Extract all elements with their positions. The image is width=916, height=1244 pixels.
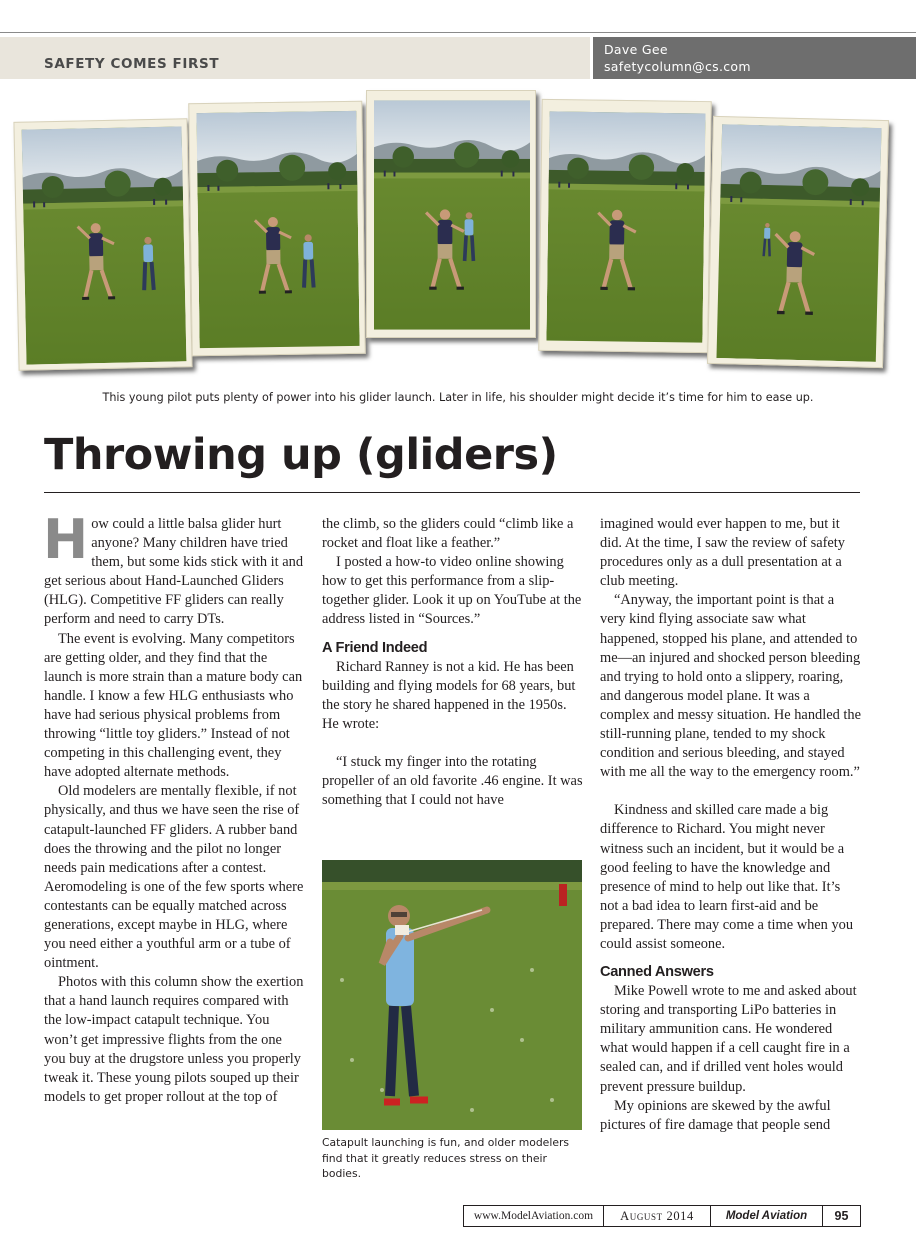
lead-text: ow could a little balsa glider hurt anyone? Many children have tried them, but some kids stick with it and get serious about Hand-Launched Gliders (HLG). Competitive FF gliders can really perform and need to carry DTs. [44, 516, 304, 628]
footer-date: August 2014 [604, 1206, 711, 1226]
photo-strip [0, 84, 916, 384]
body-paragraph: Photos with this column show the exertion that a hand launch requires compared with the low-impact catapult technique. You won’t get impressive flights from the one you buy at the drugstore unless you properly tweak it. These young pilots souped up their models to get proper rollout at the top of [44, 974, 304, 1105]
section-label: SAFETY COMES FIRST [44, 56, 220, 72]
paragraph-gap [600, 782, 862, 801]
quote-paragraph: “Anyway, the important point is that a very kind flying associate saw what happened, stopped his plane, and attended to me—an injured and shocked person bleeding and trying to hold onto a slippery, roaring, and dangerous model plane. It was a complex and messy situation. He handled the still-running plane, tended to my shock condition and serious bleeding, and stayed with me all the way to the emergency room.” [600, 592, 861, 781]
body-paragraph: Mike Powell wrote to me and asked about storing and transporting LiPo batteries in military ammunition cans. He wondered what would happen if a cell caught fire in a sealed can, and if drilled vent holes would prevent pressure buildup. [600, 983, 857, 1095]
article-column-1 [43, 508, 306, 1107]
article-title: Throwing up (gliders) [44, 430, 558, 480]
footer-magazine: Model Aviation [711, 1206, 823, 1226]
top-rule [0, 32, 916, 33]
article-column-2 [322, 515, 584, 810]
photo-strip-caption: This young pilot puts plenty of power into his glider launch. Later in life, his shoulder might decide it’s time for him to ease up. [102, 391, 814, 404]
launch-photo-4 [538, 99, 712, 353]
author-name: Dave Gee [604, 42, 668, 57]
catapult-photo [322, 860, 582, 1130]
subhead-canned-answers: Canned Answers [600, 964, 714, 981]
launch-photo-3 [366, 90, 536, 338]
author-box [593, 37, 916, 79]
paragraph-gap [322, 734, 584, 753]
launch-photo-1 [13, 118, 192, 371]
article-column-3 [600, 515, 862, 1135]
quote-paragraph: imagined would ever happen to me, but it did. At the time, I saw the review of safety procedures only as a dull presentation at a club meeting. [600, 516, 845, 590]
body-paragraph: My opinions are skewed by the awful pictures of fire damage that people send [600, 1097, 831, 1133]
launch-photo-5 [707, 116, 889, 368]
body-paragraph: Kindness and skilled care made a big difference to Richard. You might never witness such an incident, but it would be a good feeling to have the knowledge and presence of mind to help out like that. It’s not a bad idea to learn first-aid and be prepared. There may come a time when you could assist someone. [600, 802, 854, 952]
body-paragraph: Old modelers are mentally flexible, if not physically, and thus we have seen the rise of catapult-launched FF gliders. A rubber band does the throwing and the pilot no longer needs pain medications after a contest. Aeromodeling is one of the few sports where contestants can be equally matched across generations, except maybe in HLG, where you need either a youthful arm or a tube of ointment. [44, 783, 304, 972]
subhead-friend-indeed: A Friend Indeed [322, 639, 428, 656]
body-paragraph: I posted a how-to video online showing how to get this performance from a slip-together glider. Look it up on YouTube at the address listed in “Sources.” [322, 554, 582, 628]
author-email[interactable]: safetycolumn@cs.com [604, 59, 751, 74]
footer-url[interactable]: www.ModelAviation.com [464, 1206, 604, 1226]
launch-photo-2 [188, 101, 366, 356]
body-paragraph: Richard Ranney is not a kid. He has been building and flying models for 68 years, but the story he shared happened in the 1950s. He wrote: [322, 658, 576, 732]
title-rule [44, 492, 860, 493]
page-footer [463, 1205, 861, 1227]
body-paragraph: The event is evolving. Many competitors are getting older, and they find that the launch is more strain than a mature body can handle. I know a few HLG enthusiasts who have had serious physical problems from throwing “little toy gliders.” Instead of not competing in this challenging event, they have adopted alternate methods. [44, 630, 303, 781]
body-paragraph [43, 508, 306, 630]
quote-paragraph: “I stuck my finger into the rotating propeller of an old favorite .46 engine. It was something that I could not have [322, 753, 583, 809]
catapult-photo-caption: Catapult launching is fun, and older modelers find that it greatly reduces stress on their bodies. [322, 1136, 570, 1180]
body-paragraph: the climb, so the gliders could “climb like a rocket and float like a feather.” [322, 516, 574, 552]
drop-cap: H [43, 508, 89, 571]
page-number: 95 [834, 1209, 849, 1223]
